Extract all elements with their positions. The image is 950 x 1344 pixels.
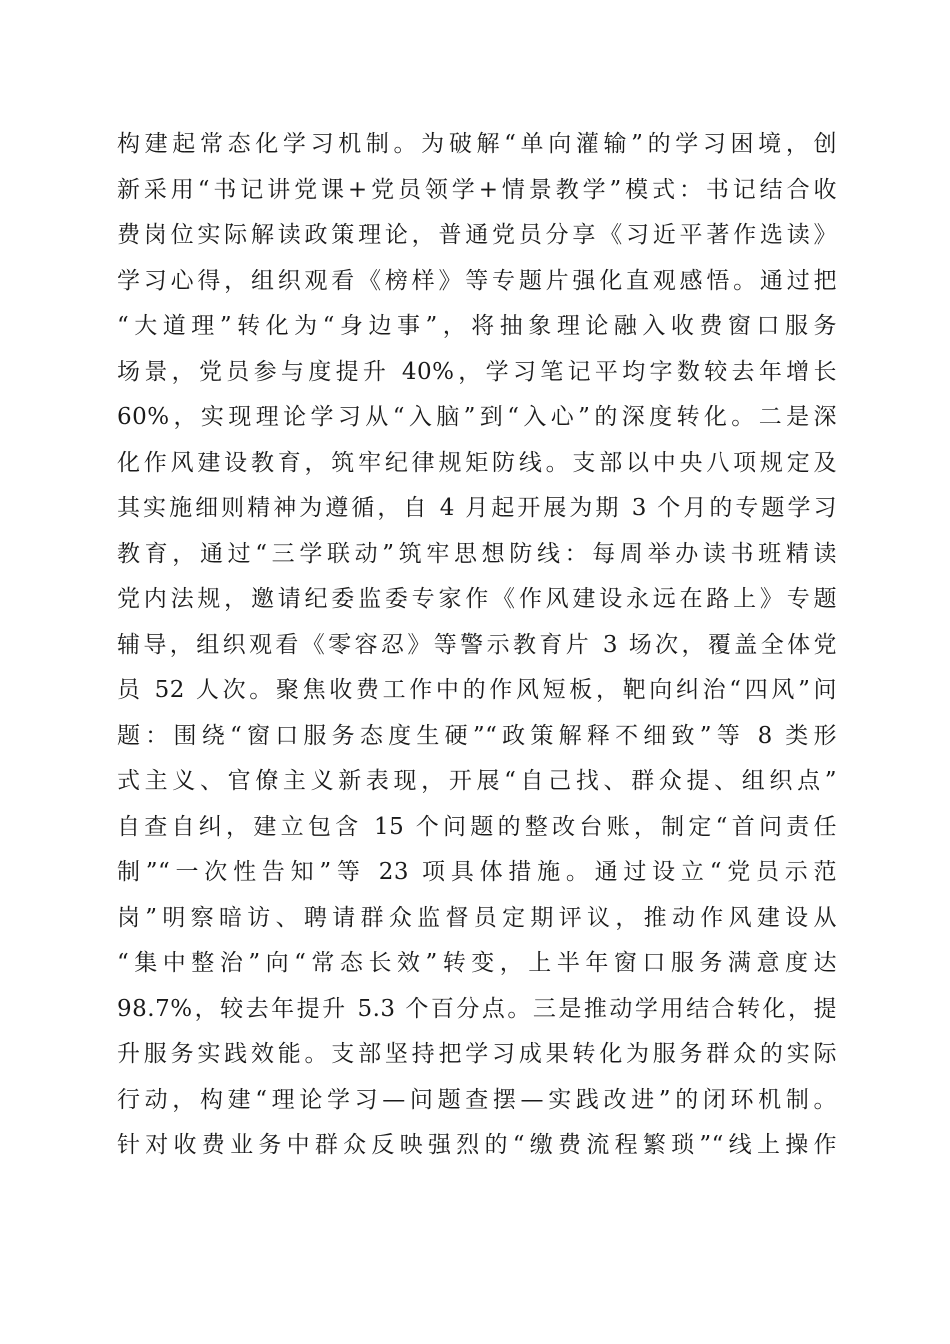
text-line-13: 员 52 人次。聚焦收费工作中的作风短板，靶向纠治“四风”问 (117, 677, 837, 703)
text-line-22: 行动，构建“理论学习—问题查摆—实践改进”的闭环机制。 (117, 1086, 837, 1113)
text-line-11: 党内法规，邀请纪委监委专家作《作风建设永远在路上》专题 (117, 586, 837, 612)
text-line-23: 针对收费业务中群众反映强烈的“缴费流程繁琐”“线上操作 (117, 1132, 837, 1158)
text-line-7: 60%，实现理论学习从“入脑”到“入心”的深度转化。二是深 (117, 404, 837, 430)
body-paragraph (117, 122, 837, 1169)
text-line-21: 升服务实践效能。支部坚持把学习成果转化为服务群众的实际 (117, 1041, 837, 1067)
text-line-18: 岗”明察暗访、聘请群众监督员定期评议，推动作风建设从 (117, 904, 837, 931)
text-line-17: 制”“一次性告知”等 23 项具体措施。通过设立“党员示范 (117, 859, 837, 885)
text-line-8: 化作风建设教育，筑牢纪律规矩防线。支部以中央八项规定及 (117, 449, 837, 476)
text-line-3: 费岗位实际解读政策理论，普通党员分享《习近平著作选读》 (117, 222, 837, 248)
text-line-16: 自查自纠，建立包含 15 个问题的整改台账，制定“首问责任 (117, 813, 837, 840)
text-line-1: 构建起常态化学习机制。为破解“单向灌输”的学习困境，创 (117, 131, 837, 157)
text-line-20: 98.7%，较去年提升 5.3 个百分点。三是推动学用结合转化，提 (117, 995, 837, 1022)
text-line-6: 场景，党员参与度提升 40%，学习笔记平均字数较去年增长 (117, 358, 837, 385)
text-line-4: 学习心得，组织观看《榜样》等专题片强化直观感悟。通过把 (117, 267, 837, 294)
text-line-14: 题：围绕“窗口服务态度生硬”“政策解释不细致”等 8 类形 (117, 722, 837, 749)
text-line-12: 辅导，组织观看《零容忍》等警示教育片 3 场次，覆盖全体党 (117, 631, 837, 658)
text-line-19: “集中整治”向“常态长效”转变，上半年窗口服务满意度达 (117, 950, 837, 976)
text-line-9: 其实施细则精神为遵循，自 4 月起开展为期 3 个月的专题学习 (117, 495, 837, 521)
text-line-5: “大道理”转化为“身边事”，将抽象理论融入收费窗口服务 (117, 313, 837, 339)
text-line-2: 新采用“书记讲党课+党员领学+情景教学”模式：书记结合收 (117, 176, 837, 203)
text-line-10: 教育，通过“三学联动”筑牢思想防线：每周举办读书班精读 (117, 540, 837, 567)
text-line-15: 式主义、官僚主义新表现，开展“自己找、群众提、组织点” (117, 768, 837, 794)
